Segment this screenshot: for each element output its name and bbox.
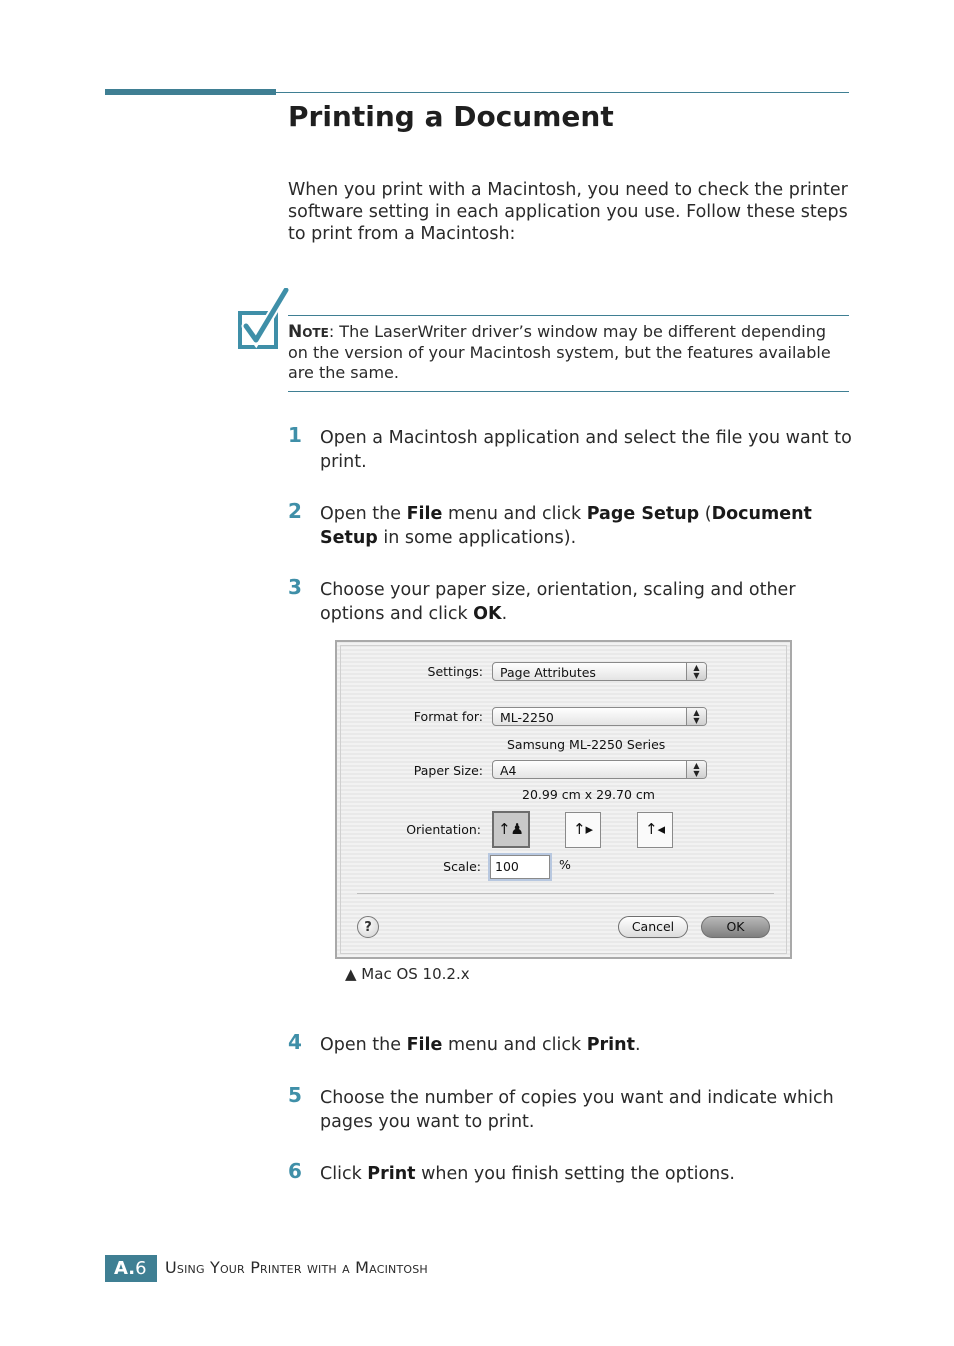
scale-unit: % bbox=[559, 857, 571, 872]
figure-caption: ▲ Mac OS 10.2.x bbox=[345, 965, 470, 983]
cancel-button[interactable]: Cancel bbox=[618, 916, 688, 938]
format-popup[interactable] bbox=[492, 707, 707, 726]
orientation-label: Orientation: bbox=[406, 822, 481, 837]
dialog-separator bbox=[357, 893, 774, 894]
note-label: Note bbox=[288, 322, 329, 342]
step-number-5: 5 bbox=[288, 1083, 302, 1107]
step-text-4: Open the File menu and click Print. bbox=[320, 1035, 641, 1055]
popup-arrows-icon: ▲ ▼ bbox=[686, 663, 706, 680]
step-number-3: 3 bbox=[288, 575, 302, 599]
scale-input[interactable]: 100 bbox=[490, 855, 550, 879]
popup-arrows-icon: ▲ ▼ bbox=[686, 708, 706, 725]
step-number-4: 4 bbox=[288, 1030, 302, 1054]
orientation-landscape-icon[interactable]: ↑▸ bbox=[565, 812, 601, 848]
page-setup-dialog bbox=[335, 640, 792, 959]
orientation-portrait-icon[interactable]: ↑♟ bbox=[492, 811, 530, 848]
header-rule-thick bbox=[105, 89, 276, 95]
step-text-1: Open a Macintosh application and select the file you want to print. bbox=[320, 428, 852, 472]
ok-button[interactable]: OK bbox=[701, 916, 770, 938]
paper-size-value: A4 bbox=[500, 763, 517, 778]
format-label: Format for: bbox=[413, 709, 483, 724]
note-rule-bottom bbox=[288, 391, 849, 392]
paper-size-label: Paper Size: bbox=[413, 763, 483, 778]
paper-size-dimensions: 20.99 cm x 29.70 cm bbox=[522, 787, 655, 802]
page-number-badge bbox=[105, 1255, 157, 1282]
page-title: Printing a Document bbox=[288, 100, 614, 133]
settings-popup[interactable] bbox=[492, 662, 707, 681]
note-text bbox=[288, 322, 848, 384]
format-description: Samsung ML-2250 Series bbox=[507, 737, 666, 752]
orientation-reverse-landscape-icon[interactable]: ↑◂ bbox=[637, 812, 673, 848]
footer-chapter-title: Using Your Printer with a Macintosh bbox=[165, 1258, 428, 1277]
step-text-6: Click Print when you finish setting the options. bbox=[320, 1164, 735, 1184]
step-number-2: 2 bbox=[288, 499, 302, 523]
settings-value: Page Attributes bbox=[500, 665, 596, 680]
step-text-3: Choose your paper size, orientation, scaling and other options and click OK. bbox=[320, 580, 796, 624]
format-value: ML-2250 bbox=[500, 710, 554, 725]
checkmark-icon bbox=[236, 288, 290, 350]
step-text-5: Choose the number of copies you want and indicate which pages you want to print. bbox=[320, 1088, 834, 1132]
step-text-2: Open the File menu and click Page Setup (Document Setup in some applications). bbox=[320, 504, 812, 548]
step-number-6: 6 bbox=[288, 1159, 302, 1183]
page-number: 6 bbox=[135, 1258, 147, 1279]
step-number-1: 1 bbox=[288, 423, 302, 447]
settings-label: Settings: bbox=[427, 664, 483, 679]
help-button[interactable]: ? bbox=[357, 916, 379, 938]
note-body: : The LaserWriter driver’s window may be different depending on the version of your Macintosh system, but the features available are the same. bbox=[288, 322, 831, 382]
paper-size-popup[interactable] bbox=[492, 760, 707, 779]
popup-arrows-icon: ▲ ▼ bbox=[686, 761, 706, 778]
header-rule-thin bbox=[276, 92, 849, 93]
intro-paragraph: When you print with a Macintosh, you need to check the printer software setting in each application you use. Follow these steps to print from a Macintosh: bbox=[288, 180, 848, 244]
note-rule-top bbox=[288, 315, 849, 316]
scale-label: Scale: bbox=[443, 859, 481, 874]
appendix-letter: A. bbox=[114, 1258, 136, 1279]
